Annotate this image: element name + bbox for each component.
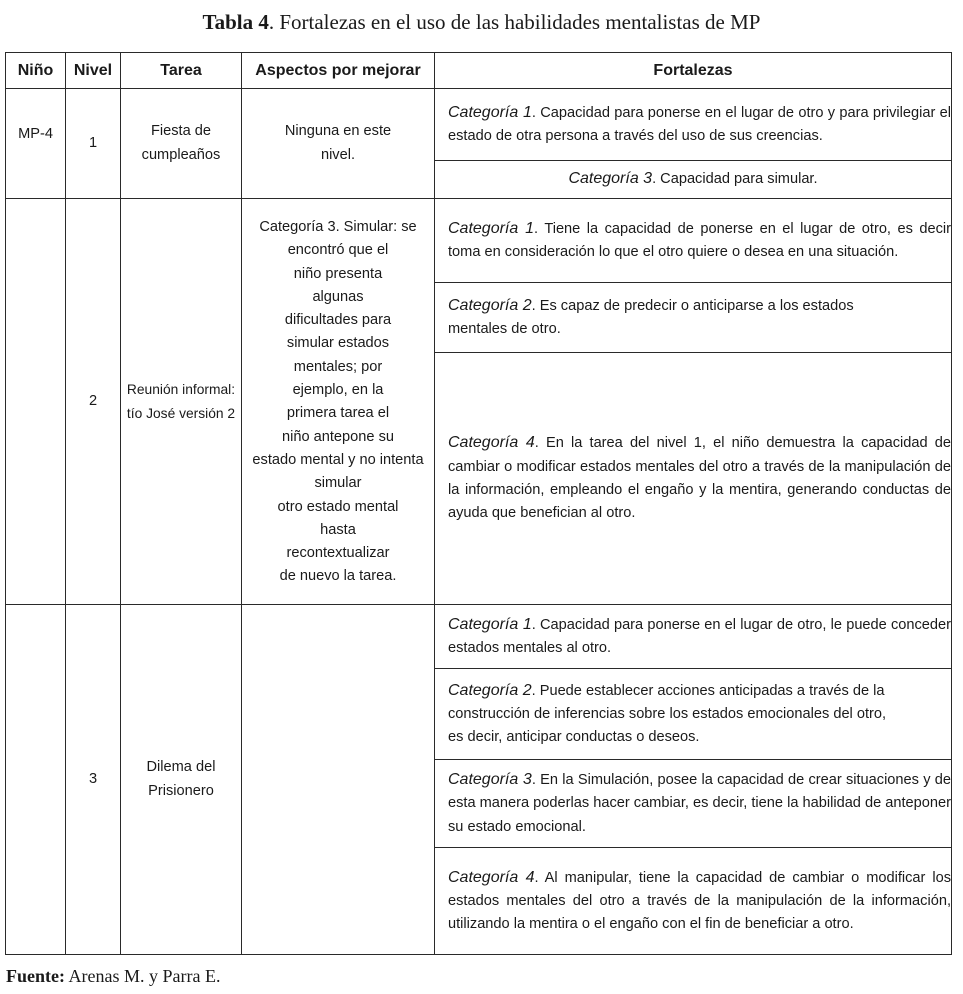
table-row xyxy=(6,89,952,161)
table-row xyxy=(6,605,952,669)
aspectos-line: dificultades para xyxy=(284,312,392,329)
tarea-cell xyxy=(121,89,242,199)
source-note xyxy=(6,966,220,987)
nivel-cell: 2 xyxy=(66,199,121,605)
header-nino: Niño xyxy=(6,53,66,89)
source-text: Arenas M. y Parra E. xyxy=(64,966,221,986)
fortaleza-text: . En la tarea del nivel 1, el niño demuestra la capacidad de cambiar o modificar estados mentales del otro a través de la manipulación de la información, empleando el engaño y la mentira, generando conductas de ayuda que benefician al otro. xyxy=(448,435,952,522)
tarea-line: cumpleaños xyxy=(141,146,221,163)
category-label: Categoría 2 xyxy=(448,681,532,699)
category-label: Categoría 3 xyxy=(448,771,532,789)
aspectos-line: simular xyxy=(314,475,362,492)
category-label: Categoría 1 xyxy=(448,615,532,633)
fortaleza-cell xyxy=(435,199,952,283)
nino-cell-empty xyxy=(6,605,66,955)
header-nivel: Nivel xyxy=(66,53,121,89)
header-row xyxy=(6,53,952,89)
fortaleza-text: . En la Simulación, posee la capacidad de crear situaciones y de esta manera poderlas hacer cambiar, es decir, tiene la habilidad de anteponer su estado emocional. xyxy=(448,772,951,835)
aspectos-line: primera tarea el xyxy=(286,405,390,422)
tarea-cell xyxy=(121,199,242,605)
fortaleza-cell xyxy=(435,669,952,760)
category-label: Categoría 3 xyxy=(568,170,653,188)
tarea-cell xyxy=(121,605,242,955)
aspectos-line: Ninguna en este xyxy=(284,123,392,140)
tarea-line: tío José versión 2 xyxy=(126,405,236,421)
nivel-cell: 3 xyxy=(66,605,121,955)
strengths-table xyxy=(5,52,952,955)
aspectos-line: ejemplo, en la xyxy=(292,382,384,399)
aspectos-line: niño presenta xyxy=(293,265,383,282)
category-label: Categoría 2 xyxy=(448,296,532,314)
aspectos-line: niño antepone su xyxy=(282,428,394,445)
category-label: Categoría 1 xyxy=(448,103,532,121)
fortaleza-cell xyxy=(435,283,952,353)
aspectos-cell-empty xyxy=(242,605,435,955)
fortaleza-text: . Es capaz de predecir o anticiparse a los estados mentales de otro. xyxy=(448,297,854,337)
caption-text: . Fortalezas en el uso de las habilidades mentalistas de MP xyxy=(268,10,761,34)
fortaleza-text: . Capacidad para ponerse en el lugar de otro y para privilegiar el estado de otra persona a través del uso de sus creencias. xyxy=(448,104,952,144)
aspectos-line: mentales; por xyxy=(293,358,383,375)
aspectos-line: nivel. xyxy=(320,146,356,163)
fortaleza-cell xyxy=(435,760,952,848)
fortaleza-text: . Capacidad para ponerse en el lugar de otro, le puede conceder estados mentales al otro. xyxy=(448,616,951,656)
aspectos-cell xyxy=(242,89,435,199)
fortaleza-text: . Al manipular, tiene la capacidad de cambiar o modificar los estados mentales del otro a través de la manipulación de la información, utilizando la mentira o el engaño con el fin de beneficiar a otro. xyxy=(448,869,951,933)
category-label: Categoría 4 xyxy=(448,868,535,886)
aspectos-line: recontextualizar xyxy=(286,545,390,562)
aspectos-cell xyxy=(242,199,435,605)
nivel-cell: 1 xyxy=(66,89,121,199)
table-row xyxy=(6,199,952,283)
category-label: Categoría 4 xyxy=(448,434,535,452)
fortaleza-cell xyxy=(435,161,952,199)
fortaleza-cell xyxy=(435,89,952,161)
tarea-line: Prisionero xyxy=(148,782,214,799)
header-aspectos: Aspectos por mejorar xyxy=(242,53,435,89)
caption-label: Tabla 4 xyxy=(202,10,269,34)
tarea-line: Dilema del xyxy=(146,759,216,776)
tarea-line: Fiesta de xyxy=(150,123,212,140)
source-label: Fuente: xyxy=(6,966,65,986)
aspectos-line: hasta xyxy=(320,521,356,538)
fortaleza-text: . Capacidad para simular. xyxy=(652,171,818,188)
aspectos-line: encontró que el xyxy=(287,242,389,259)
nino-cell-empty xyxy=(6,199,66,605)
fortaleza-text: . Tiene la capacidad de ponerse en el lugar de otro, es decir toma en consideración lo que el otro quiere o desea en una situación. xyxy=(448,220,952,260)
header-tarea: Tarea xyxy=(121,53,242,89)
aspectos-line: Categoría 3. Simular: se xyxy=(259,219,417,235)
aspectos-line: de nuevo la tarea. xyxy=(279,568,397,585)
aspectos-line: algunas xyxy=(312,288,364,305)
fortaleza-text: . Puede establecer acciones anticipadas a través de la construcción de inferencias sobre los estados emocionales del otro, es decir, anticipar conductas o deseos. xyxy=(448,682,887,746)
aspectos-line: estado mental y no intenta xyxy=(252,451,424,468)
header-fortalezas: Fortalezas xyxy=(435,53,952,89)
fortaleza-cell xyxy=(435,353,952,605)
category-label: Categoría 1 xyxy=(448,219,535,237)
fortaleza-cell xyxy=(435,848,952,955)
tarea-line: Reunión informal: xyxy=(126,382,236,398)
aspectos-line: otro estado mental xyxy=(277,498,399,515)
fortaleza-cell xyxy=(435,605,952,669)
table-caption xyxy=(0,10,963,35)
nino-cell: MP-4 xyxy=(6,89,66,199)
aspectos-line: simular estados xyxy=(286,335,390,352)
